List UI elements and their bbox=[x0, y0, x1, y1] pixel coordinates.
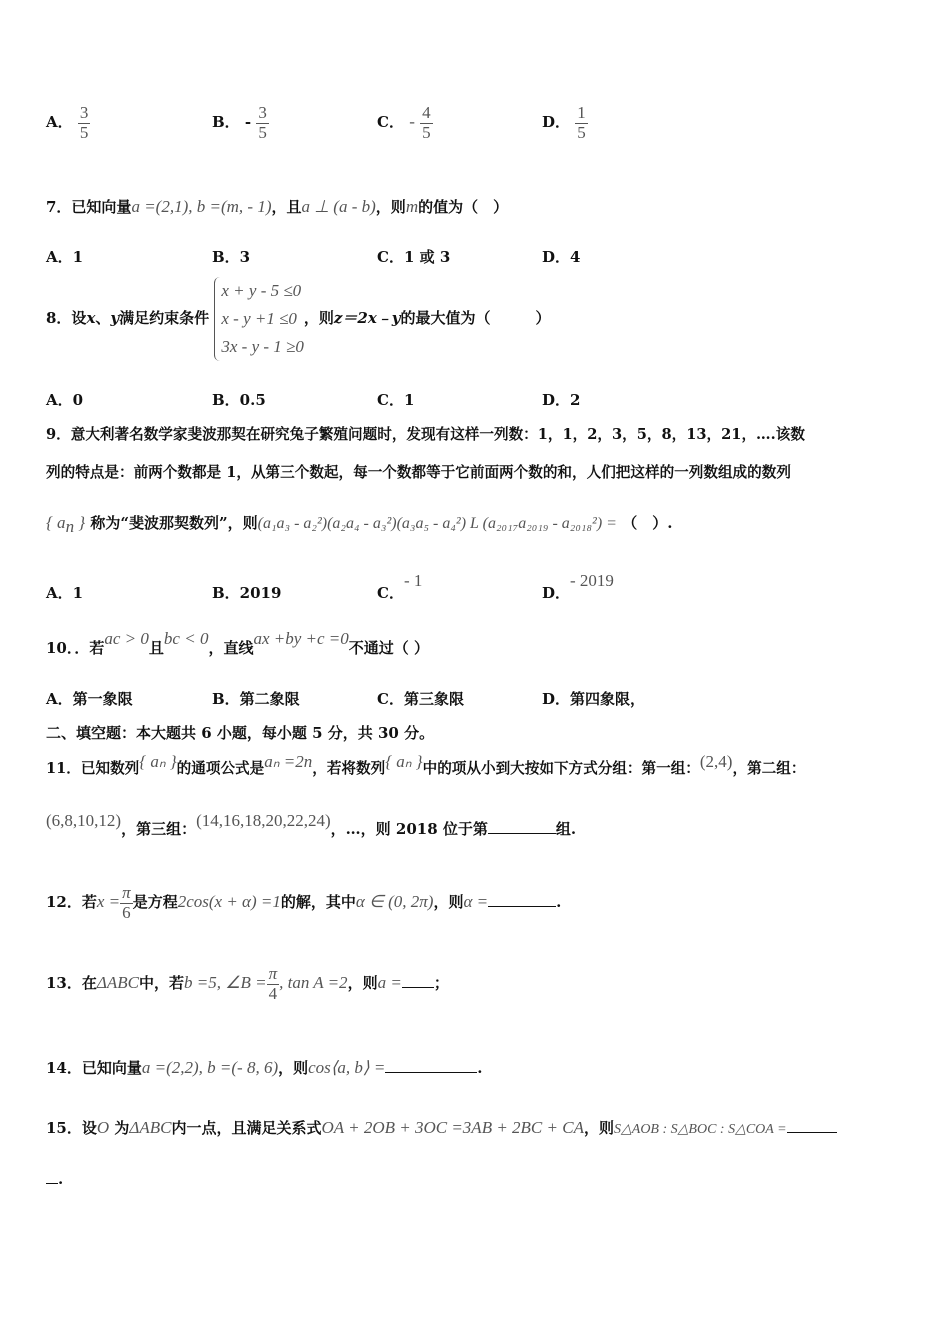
answer-blank[interactable] bbox=[46, 1182, 58, 1184]
q8-sep: 、 bbox=[95, 309, 111, 327]
q8-objective: z＝2x﹣y bbox=[333, 309, 401, 327]
answer-blank[interactable] bbox=[402, 986, 434, 988]
q12-equation: 2cos(x + α) =1 bbox=[177, 892, 281, 912]
q12-alpha: α = bbox=[463, 892, 489, 912]
q7-prefix: 7．已知向量 bbox=[46, 198, 132, 216]
denominator: 5 bbox=[79, 122, 89, 142]
q7-text: ，且 bbox=[271, 198, 302, 216]
fraction bbox=[267, 965, 280, 1003]
fraction bbox=[256, 104, 269, 142]
q8-option-a: A．0 bbox=[46, 391, 84, 409]
q14-end: . bbox=[477, 1059, 483, 1077]
q13-tan: , tan A =2 bbox=[279, 973, 348, 993]
q9-line-1: 9．意大利著名数学家斐波那契在研究兔子繁殖问题时，发现有这样一列数：1，1，2，3，5，8，13，21，….该数 bbox=[46, 426, 805, 443]
q15-triangle: ΔABC bbox=[129, 1118, 172, 1137]
q15-text: 内一点，且满足关系式 bbox=[171, 1119, 322, 1137]
fraction bbox=[575, 104, 588, 142]
denominator: 6 bbox=[122, 902, 131, 922]
q11-sequence: { aₙ } bbox=[139, 752, 177, 771]
question-8 bbox=[46, 277, 551, 361]
q15-text: ，则 bbox=[583, 1119, 614, 1137]
denominator: 5 bbox=[422, 122, 431, 142]
numerator: π bbox=[122, 883, 131, 902]
option-label: D． bbox=[542, 584, 571, 602]
q8-y: y bbox=[110, 309, 120, 327]
q12-x: x = bbox=[96, 892, 121, 912]
q10-option-c: C．第三象限 bbox=[377, 690, 464, 708]
q12-range: α ∈ (0, 2π) bbox=[355, 892, 434, 912]
answer-blank[interactable] bbox=[488, 905, 556, 907]
q10-text: 且 bbox=[148, 639, 164, 657]
q13-given: b =5, ∠B = bbox=[183, 973, 267, 993]
q14-cos: cos⟨a, b⟩ = bbox=[308, 1058, 386, 1077]
q8-option-d: D．2 bbox=[542, 391, 581, 409]
q10-option-d: D．第四象限， bbox=[542, 690, 646, 708]
q11-group-2: (6,8,10,12) bbox=[46, 811, 122, 830]
option-label: D． bbox=[542, 113, 571, 132]
numerator: 3 bbox=[79, 103, 89, 122]
q11-text: 的通项公式是 bbox=[176, 760, 265, 777]
question-15 bbox=[46, 1117, 837, 1138]
answer-blank[interactable] bbox=[787, 1131, 837, 1133]
q9-line-2: 列的特点是：前两个数都是 1，从第三个数起，每一个数都等于它前面两个数的和，人们把这样的一列数组成的数列 bbox=[46, 464, 791, 481]
minus-sign: - bbox=[409, 112, 415, 132]
denominator: 5 bbox=[577, 122, 586, 142]
q13-prefix: 13．在 bbox=[46, 974, 97, 993]
numerator: π bbox=[268, 964, 278, 983]
denominator: 5 bbox=[258, 122, 267, 142]
fraction bbox=[120, 884, 133, 922]
q11-text: ，…，则 2018 位于第 bbox=[330, 820, 488, 838]
numerator: 4 bbox=[422, 103, 431, 122]
q8-text: ，则 bbox=[303, 309, 334, 327]
q9-option-c bbox=[377, 571, 423, 603]
fraction bbox=[420, 104, 433, 142]
q12-text: 的解，其中 bbox=[280, 893, 356, 912]
q10-line-eq: ax +by +c =0 bbox=[253, 629, 349, 648]
q8-option-b: B．0.5 bbox=[212, 391, 266, 409]
option-label: B． bbox=[212, 113, 240, 132]
q9-option-b: B．2019 bbox=[212, 584, 282, 602]
q7-condition: a ⊥ (a - b) bbox=[301, 197, 376, 216]
q7-variable: m bbox=[405, 197, 419, 216]
question-11-cont bbox=[46, 811, 577, 839]
option-label: C． bbox=[377, 584, 404, 602]
option-value: - 1 bbox=[403, 571, 423, 590]
q12-text: ，则 bbox=[433, 893, 464, 912]
q14-prefix: 14．已知向量 bbox=[46, 1059, 142, 1077]
q7-option-b: B．3 bbox=[212, 248, 251, 266]
q9-sequence-sub: n bbox=[65, 517, 75, 536]
q9-sequence: { a bbox=[46, 513, 66, 532]
q9-sequence-close: } bbox=[74, 513, 86, 532]
q13-a: a = bbox=[377, 973, 402, 993]
question-10 bbox=[46, 629, 430, 658]
q7-text: ，则 bbox=[375, 198, 406, 216]
q7-option-c: C．1 或 3 bbox=[377, 248, 451, 266]
q6-option-b bbox=[212, 104, 269, 142]
q8-x: x bbox=[86, 309, 96, 327]
q10-cond-2: bc < 0 bbox=[163, 629, 209, 648]
question-7 bbox=[46, 196, 508, 217]
q9-option-d bbox=[542, 571, 614, 603]
q8-text: 满足约束条件 bbox=[119, 309, 210, 327]
q11-prefix: 11．已知数列 bbox=[46, 760, 140, 777]
constraint-1: x + y - 5 ≤0 bbox=[221, 281, 302, 300]
q11-text: ，若将数列 bbox=[312, 760, 386, 777]
q9-line-3 bbox=[46, 512, 672, 537]
q11-text: ，第二组： bbox=[732, 760, 806, 777]
q8-suffix: 的最大值为（ ） bbox=[400, 309, 551, 327]
q15-end: . bbox=[58, 1170, 64, 1188]
q10-cond-1: ac > 0 bbox=[104, 629, 149, 648]
q10-prefix: 10．．若 bbox=[46, 639, 105, 657]
minus-sign: - bbox=[244, 113, 252, 132]
question-14 bbox=[46, 1057, 483, 1078]
option-value: - 2019 bbox=[570, 571, 614, 590]
q15-relation: OA + 2OB + 3OC =3AB + 2BC + CA bbox=[321, 1118, 584, 1137]
q14-vectors: a =(2,2), b =(- 8, 6) bbox=[141, 1058, 279, 1077]
numerator: 3 bbox=[258, 103, 267, 122]
q12-prefix: 12．若 bbox=[46, 893, 97, 912]
q15-text: 为 bbox=[114, 1119, 130, 1137]
q11-group-1: (2,4) bbox=[699, 752, 733, 771]
question-11 bbox=[46, 752, 806, 778]
q15-point: O bbox=[96, 1118, 110, 1137]
constraint-3: 3x - y - 1 ≥0 bbox=[221, 337, 304, 356]
q14-text: ，则 bbox=[278, 1059, 309, 1077]
q13-end: ； bbox=[433, 974, 449, 993]
q10-suffix: 不通过（ ） bbox=[348, 639, 430, 657]
q13-text: ，则 bbox=[347, 974, 378, 993]
answer-blank[interactable] bbox=[488, 832, 556, 834]
q6-option-a bbox=[46, 104, 90, 142]
q10-option-b: B．第二象限 bbox=[212, 690, 300, 708]
q15-area-ratio: S△AOB : S△BOC : S△COA = bbox=[614, 1122, 787, 1137]
q7-option-d: D．4 bbox=[542, 248, 581, 266]
numerator: 1 bbox=[577, 103, 586, 122]
q9-named: 称为“斐波那契数列”，则 bbox=[90, 514, 258, 532]
q10-text: ，直线 bbox=[208, 639, 254, 657]
constraint-2: x - y +1 ≤0 bbox=[221, 309, 297, 328]
q6-option-c bbox=[377, 104, 433, 142]
option-label: A． bbox=[46, 113, 73, 132]
q11-text: ，第三组： bbox=[121, 820, 197, 838]
q11-sequence: { aₙ } bbox=[385, 752, 423, 771]
q7-option-a: A．1 bbox=[46, 248, 84, 266]
question-12 bbox=[46, 884, 561, 922]
q10-option-a: A．第一象限 bbox=[46, 690, 133, 708]
q11-text: 中的项从小到大按如下方式分组：第一组： bbox=[422, 760, 700, 777]
question-13 bbox=[46, 965, 449, 1003]
q8-prefix: 8．设 bbox=[46, 309, 87, 327]
q7-vectors: a =(2,1), b =(m, - 1) bbox=[131, 197, 272, 216]
q13-triangle: ΔABC bbox=[96, 973, 139, 993]
denominator: 4 bbox=[268, 983, 278, 1003]
q6-option-d bbox=[542, 104, 588, 142]
section-2-heading: 二、填空题：本大题共 6 小题，每小题 5 分，共 30 分。 bbox=[46, 724, 435, 742]
q9-suffix: （ ）. bbox=[622, 514, 673, 532]
answer-blank[interactable] bbox=[385, 1071, 477, 1073]
q11-formula: aₙ =2n bbox=[264, 752, 313, 771]
option-label: C． bbox=[377, 113, 404, 132]
q9-option-a: A．1 bbox=[46, 584, 84, 602]
q12-text: 是方程 bbox=[132, 893, 178, 912]
q13-text: 中，若 bbox=[138, 974, 184, 993]
q12-end: . bbox=[556, 893, 562, 912]
q7-suffix: 的值为（ ） bbox=[418, 198, 509, 216]
q11-text: 组. bbox=[555, 820, 577, 838]
q15-prefix: 15．设 bbox=[46, 1119, 97, 1137]
q8-option-c: C．1 bbox=[377, 391, 415, 409]
question-15-cont bbox=[46, 1170, 63, 1188]
q11-group-3: (14,16,18,20,22,24) bbox=[196, 811, 331, 830]
fraction bbox=[78, 104, 91, 142]
constraint-system bbox=[214, 277, 304, 361]
q9-product: (a₁a₃ - a₂²)(a₂a₄ - a₃²)(a₃a₅ - a₄²) L (a₂₀₁₇a₂₀₁₉ - a₂₀₁₈²) = bbox=[257, 515, 617, 532]
